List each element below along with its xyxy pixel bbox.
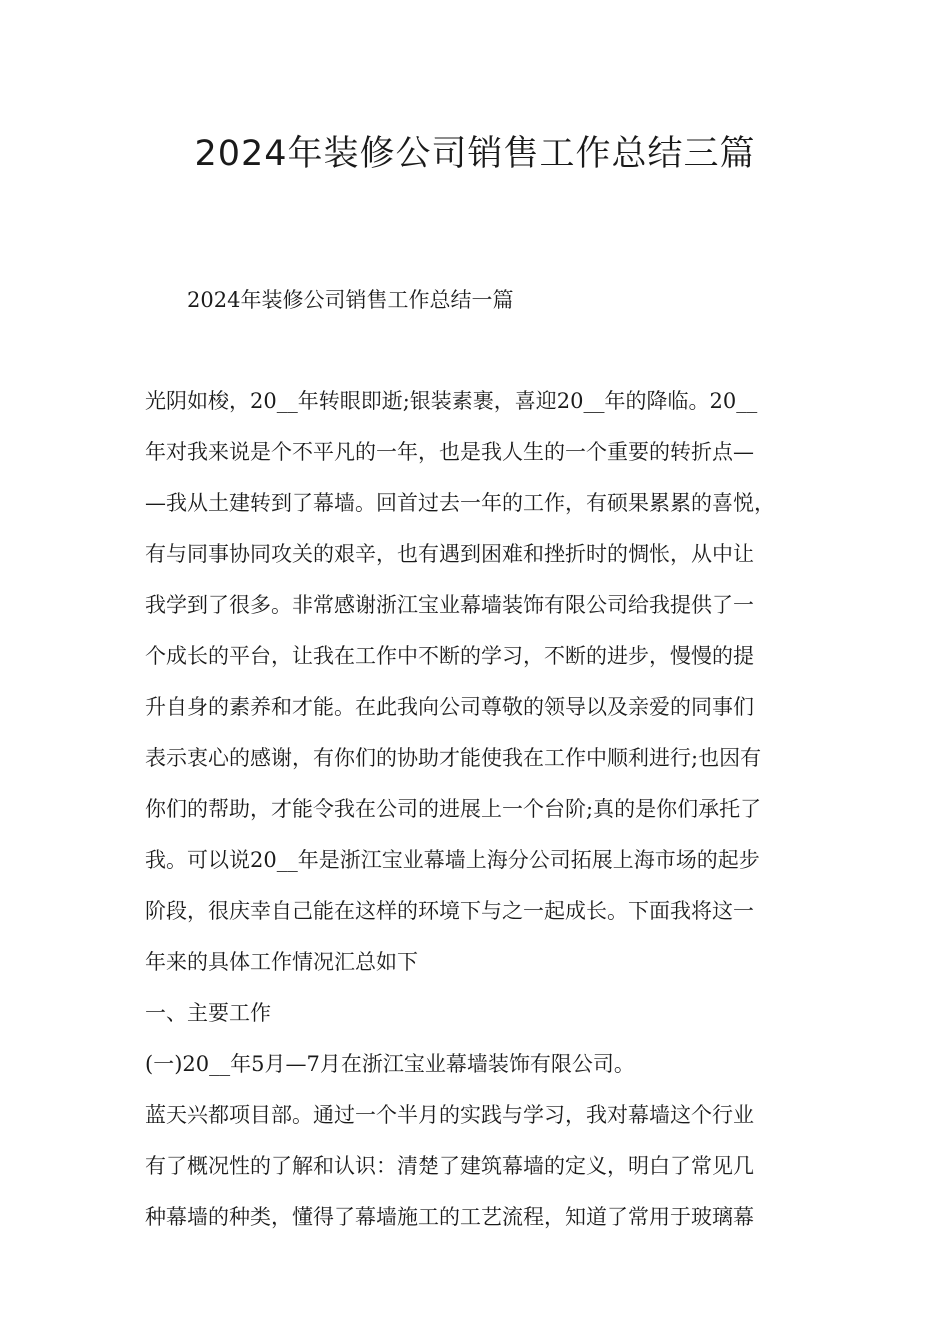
section-heading: 2024年装修公司销售工作总结一篇	[187, 288, 514, 312]
document-body	[145, 382, 835, 1249]
body-line: 种幕墙的种类，懂得了幕墙施工的工艺流程，知道了常用于玻璃幕	[145, 1205, 754, 1229]
body-line: 个成长的平台，让我在工作中不断的学习，不断的进步，慢慢的提	[145, 644, 754, 668]
section-heading-main-work: 一、主要工作	[145, 1001, 271, 1025]
body-line: —我从土建转到了幕墙。回首过去一年的工作，有硕果累累的喜悦，	[145, 491, 775, 515]
body-line: 我。可以说20__年是浙江宝业幕墙上海分公司拓展上海市场的起步	[145, 848, 760, 872]
body-line: 蓝天兴都项目部。通过一个半月的实践与学习，我对幕墙这个行业	[145, 1103, 754, 1127]
body-line: 我学到了很多。非常感谢浙江宝业幕墙装饰有限公司给我提供了一	[145, 593, 754, 617]
body-line: 光阴如梭，20__年转眼即逝;银装素裹，喜迎20__年的降临。20__	[145, 389, 758, 413]
document-title: 2024年装修公司销售工作总结三篇	[194, 134, 756, 174]
body-line: 表示衷心的感谢，有你们的协助才能使我在工作中顺利进行;也因有	[145, 746, 762, 770]
body-line: 有了概况性的了解和认识：清楚了建筑幕墙的定义，明白了常见几	[145, 1154, 754, 1178]
body-line: 有与同事协同攻关的艰辛，也有遇到困难和挫折时的惆怅，从中让	[145, 542, 754, 566]
subsection-heading: (一)20__年5月—7月在浙江宝业幕墙装饰有限公司。	[145, 1052, 635, 1076]
body-line: 你们的帮助，才能令我在公司的进展上一个台阶;真的是你们承托了	[145, 797, 762, 821]
body-line: 年来的具体工作情况汇总如下	[145, 950, 418, 974]
body-line: 升自身的素养和才能。在此我向公司尊敬的领导以及亲爱的同事们	[145, 695, 754, 719]
body-line: 年对我来说是个不平凡的一年，也是我人生的一个重要的转折点—	[145, 440, 754, 464]
body-line: 阶段，很庆幸自己能在这样的环境下与之一起成长。下面我将这一	[145, 899, 754, 923]
